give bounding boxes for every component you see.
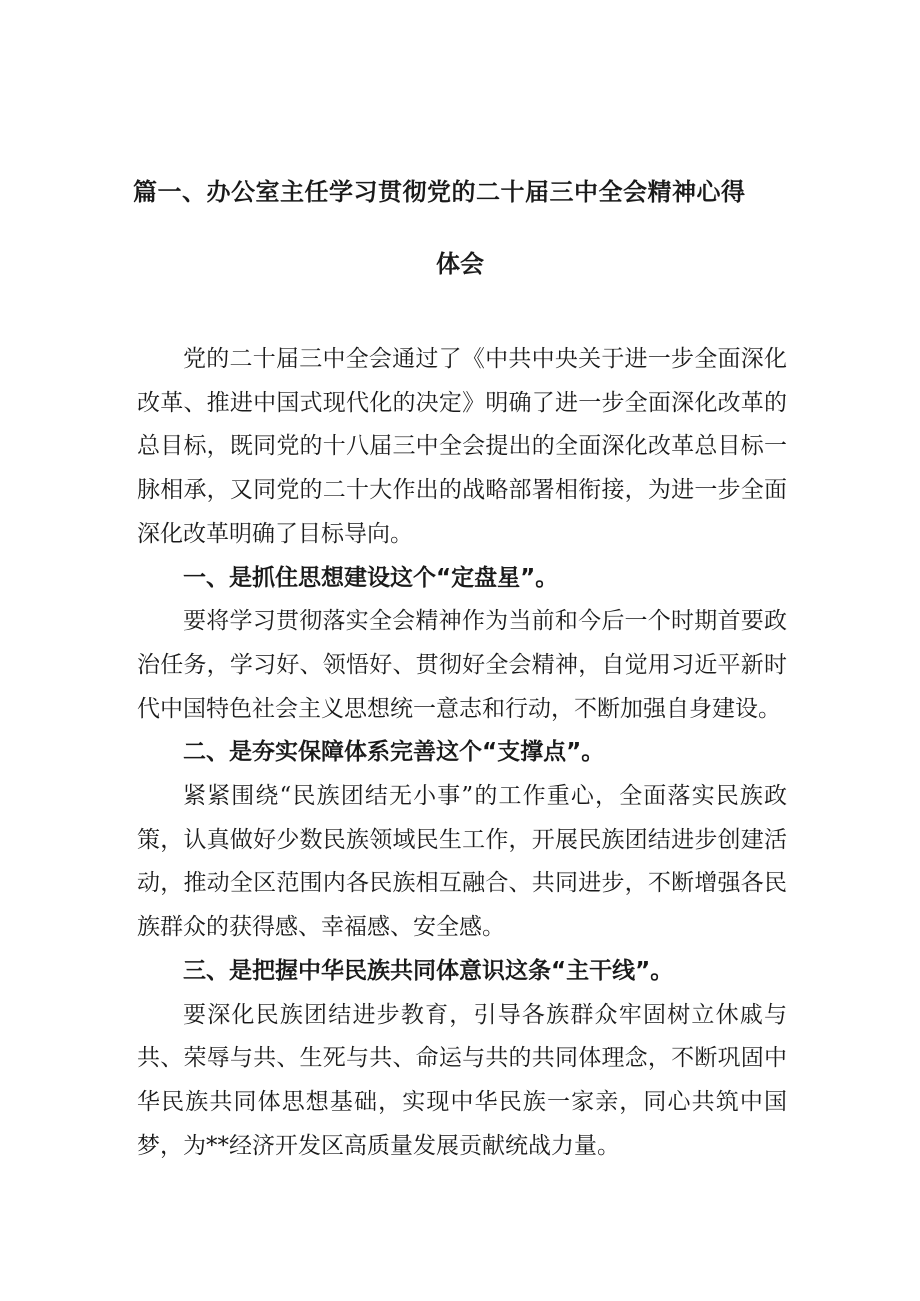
section-heading-1: 一、是抓住思想建设这个“定盘星”。	[183, 564, 559, 591]
paragraph-section-1: 要将学习贯彻落实全会精神作为当前和今后一个时期首要政治任务，学习好、领悟好、贯彻好全会精神，自觉用习近平新时代中国特色社会主义思想统一意志和行动，不断加强自身建设。	[137, 608, 787, 722]
document-body	[137, 338, 787, 1168]
paragraph-intro: 党的二十届三中全会通过了《中共中央关于进一步全面深化改革、推进中国式现代化的决定》明确了进一步全面深化改革的总目标，既同党的十八届三中全会提出的全面深化改革总目标一脉相承，又同党的二十大作出的战略部署相衔接，为进一步全面深化改革明确了目标导向。	[137, 346, 787, 547]
paragraph-section-3: 要深化民族团结进步教育，引导各族群众牢固树立休戚与共、荣辱与共、生死与共、命运与共的共同体理念，不断巩固中华民族共同体思想基础，实现中华民族一家亲，同心共筑中国梦，为**经济开发区高质量发展贡献统战力量。	[137, 1001, 787, 1159]
paragraph-section-2: 紧紧围绕“民族团结无小事”的工作重心，全面落实民族政策，认真做好少数民族领域民生工作，开展民族团结进步创建活动，推动全区范围内各民族相互融合、共同进步，不断增强各民族群众的获得感、幸福感、安全感。	[137, 783, 787, 941]
section-heading-3: 三、是把握中华民族共同体意识这条“主干线”。	[183, 957, 674, 984]
section-heading-2: 二、是夯实保障体系完善这个“支撑点”。	[183, 739, 605, 766]
document-title-continuation: 体会	[436, 250, 484, 278]
document-title: 篇一、办公室主任学习贯彻党的二十届三中全会精神心得	[133, 178, 746, 206]
